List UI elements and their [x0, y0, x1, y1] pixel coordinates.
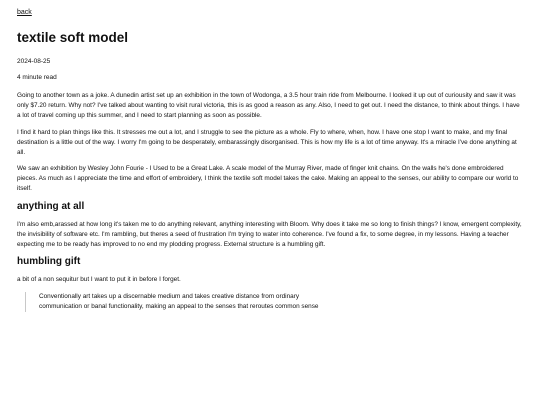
paragraph: a bit of a non sequitur but I want to put it in before I forget.	[17, 276, 181, 283]
blockquote	[25, 292, 329, 312]
paragraph: Going to another town as a joke. A dunedin artist set up an exhibition in the town of Wodonga, a 3.5 hour train ride from Melbourne. I looked it up out of curiousity and saw it was only $7.20 return. Why not? I've talked about wanting to visit rural victoria, this is as good a reason as any. Also, I need to get out. I need the distance, to think about things. I have a lot of travel coming up this summer, and I need to start planning as soon as possible.	[17, 92, 520, 119]
post-title: textile soft model	[17, 30, 129, 45]
read-time: 4 minute read	[17, 74, 57, 81]
section-heading: anything at all	[17, 200, 85, 212]
back-link[interactable]: back	[17, 9, 32, 16]
post-date: 2024-08-25	[17, 58, 51, 65]
section-heading: humbling gift	[17, 256, 81, 267]
paragraph: I'm also emb,arassed at how long it's taken me to do anything relevant, anything interesting with Bloom. Why does it take me so long to finish things? I know, emergent complexity, the invisibility of software etc. I'm rambling, but theres a seed of frustration I'm trying to water into coherence. I've found a fix, to some degree, in my lessons. Having a teacher expecting me to be ready has improved to no end my plodding progress. External structure is a humbling gift.	[17, 220, 522, 248]
paragraph: I find it hard to plan things like this. It stresses me out a lot, and I struggle to see the picture as a whole. Fly to where, when, how. I have one stop I want to make, and my final destination is a little out of the way. I worry I'm going to be desperately, embarassingly disorganised. This is how my life is a lot of time anyway. It's a miracle I've done anything at all.	[17, 128, 517, 156]
quote-text: Conventionally art takes up a discernable medium and takes creative distance from ordinary communication or banal functionality, making an appeal to the senses that reroutes common sense	[39, 292, 319, 310]
post-content	[17, 91, 522, 312]
paragraph: We saw an exhibition by Wesley John Fourie - I Used to be a Great Lake. A scale model of the Murray River, made of finger knit chains. On the walls he's done embroidered pieces. As much as I appreciate the time and effort of embroidery, I think the textile soft model takes the cake. Making an appeal to the senses, our ability to compare our world to itself.	[17, 165, 519, 192]
